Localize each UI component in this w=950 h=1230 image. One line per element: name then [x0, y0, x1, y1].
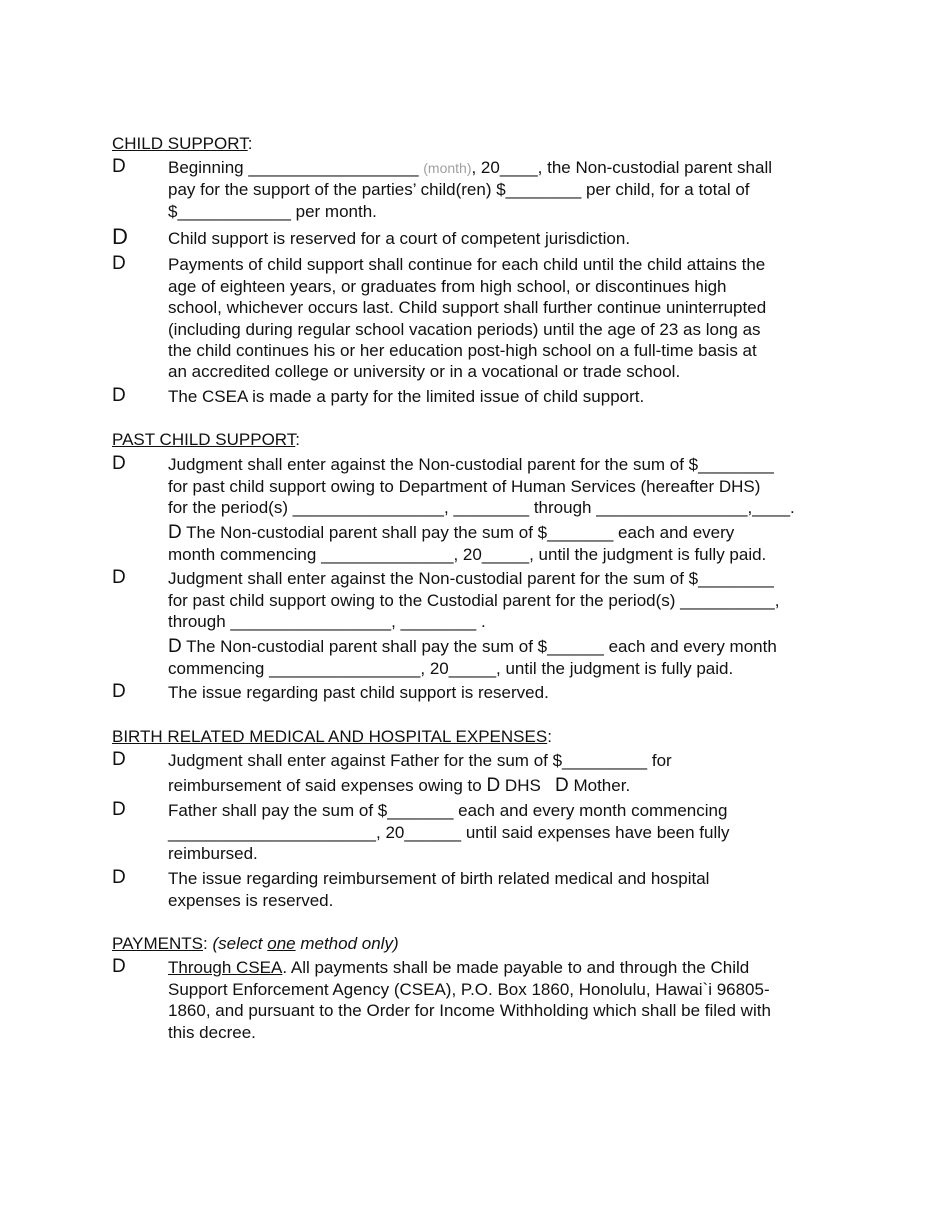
- checkbox-csea-party[interactable]: D: [112, 385, 126, 406]
- checkbox-payments-through-csea[interactable]: D: [112, 956, 126, 977]
- child-support-item-3-line-5: the child continues his or her education post-high school on a full-time basis at: [168, 341, 757, 360]
- checkbox-child-support-continue[interactable]: D: [112, 253, 126, 274]
- checkbox-child-support-beginning[interactable]: D: [112, 156, 126, 177]
- checkbox-past-support-custodial[interactable]: D: [112, 567, 126, 588]
- child-support-item-4: The CSEA is made a party for the limited issue of child support.: [168, 387, 645, 406]
- checkbox-owing-dhs[interactable]: D: [486, 775, 501, 796]
- birth-b-line-2: ______________________, 20______ until said expenses have been fully: [168, 823, 730, 842]
- checkbox-birth-judgment[interactable]: D: [112, 749, 126, 770]
- past-support-b-sub-line-2: commencing ________________, 20_____, until the judgment is fully paid.: [168, 659, 734, 678]
- checkbox-owing-mother[interactable]: D: [555, 775, 569, 796]
- birth-a-line-1: Judgment shall enter against Father for the sum of $_________ for: [168, 751, 672, 770]
- checkbox-past-support-dhs-monthly[interactable]: D: [168, 522, 182, 543]
- checkbox-birth-reserved[interactable]: D: [112, 867, 126, 888]
- checkbox-birth-monthly[interactable]: D: [112, 799, 126, 820]
- past-support-a-line-1: Judgment shall enter against the Non-custodial parent for the sum of $________: [168, 455, 774, 474]
- past-support-b-line-1: Judgment shall enter against the Non-custodial parent for the sum of $________: [168, 569, 774, 588]
- child-support-item-3-line-4: (including during regular school vacation periods) until the age of 23 as long as: [168, 320, 761, 339]
- child-support-item-3-line-6: an accredited college or university or in a vocational or trade school.: [168, 362, 681, 381]
- past-support-b-line-3: through _________________, ________ .: [168, 612, 486, 631]
- birth-b-line-3: reimbursed.: [168, 844, 258, 863]
- past-support-a-sub-line-1: D The Non-custodial parent shall pay the sum of $_______ each and every: [168, 522, 735, 543]
- payments-a-line-3: 1860, and pursuant to the Order for Income Withholding which shall be filed with: [168, 1001, 771, 1020]
- section-heading-payments: PAYMENTS: (select one method only): [112, 934, 399, 953]
- birth-b-line-1: Father shall pay the sum of $_______ each and every month commencing: [168, 801, 728, 820]
- past-support-a-sub-line-2: month commencing ______________, 20_____, until the judgment is fully paid.: [168, 545, 767, 564]
- checkbox-child-support-reserved[interactable]: D: [112, 224, 128, 249]
- past-support-a-line-2: for past child support owing to Department of Human Services (hereafter DHS): [168, 477, 761, 496]
- birth-c-line-2: expenses is reserved.: [168, 891, 334, 910]
- section-heading-past-child-support: PAST CHILD SUPPORT:: [112, 430, 301, 449]
- child-support-item-3-line-1: Payments of child support shall continue for each child until the child attains the: [168, 255, 766, 274]
- past-support-a-line-3: for the period(s) ________________, ________ through ________________,____.: [168, 498, 795, 517]
- month-hint: (month): [423, 160, 472, 176]
- child-support-item-3-line-3: school, whichever occurs last. Child support shall further continue uninterrupted: [168, 298, 767, 317]
- checkbox-past-support-dhs[interactable]: D: [112, 453, 126, 474]
- birth-c-line-1: The issue regarding reimbursement of birth related medical and hospital: [168, 869, 710, 888]
- past-support-c: The issue regarding past child support is reserved.: [168, 683, 549, 702]
- past-support-b-line-2: for past child support owing to the Custodial parent for the period(s) __________,: [168, 591, 780, 610]
- checkbox-past-support-reserved[interactable]: D: [112, 681, 126, 702]
- child-support-item-3-line-2: age of eighteen years, or graduates from high school, or discontinues high: [168, 277, 727, 296]
- child-support-item-1-line-3: $____________ per month.: [168, 202, 377, 221]
- payments-a-line-2: Support Enforcement Agency (CSEA), P.O. Box 1860, Honolulu, Hawai`i 96805-: [168, 980, 770, 999]
- section-heading-birth-expenses: BIRTH RELATED MEDICAL AND HOSPITAL EXPENSES:: [112, 727, 552, 746]
- section-heading-child-support: CHILD SUPPORT:: [112, 134, 253, 153]
- child-support-item-2: Child support is reserved for a court of competent jurisdiction.: [168, 229, 631, 248]
- past-support-b-sub-line-1: D The Non-custodial parent shall pay the sum of $______ each and every month: [168, 636, 777, 657]
- child-support-item-1-line-2: pay for the support of the parties’ child(ren) $________ per child, for a total of: [168, 180, 750, 199]
- payments-a-line-1: Through CSEA. All payments shall be made payable to and through the Child: [168, 958, 750, 977]
- checkbox-past-support-custodial-monthly[interactable]: D: [168, 636, 182, 657]
- child-support-item-1-line-1: Beginning __________________ (month), 20____, the Non-custodial parent shall: [168, 158, 773, 177]
- payments-a-line-4: this decree.: [168, 1023, 256, 1042]
- birth-a-line-2: reimbursement of said expenses owing to D DHS D Mother.: [168, 775, 631, 796]
